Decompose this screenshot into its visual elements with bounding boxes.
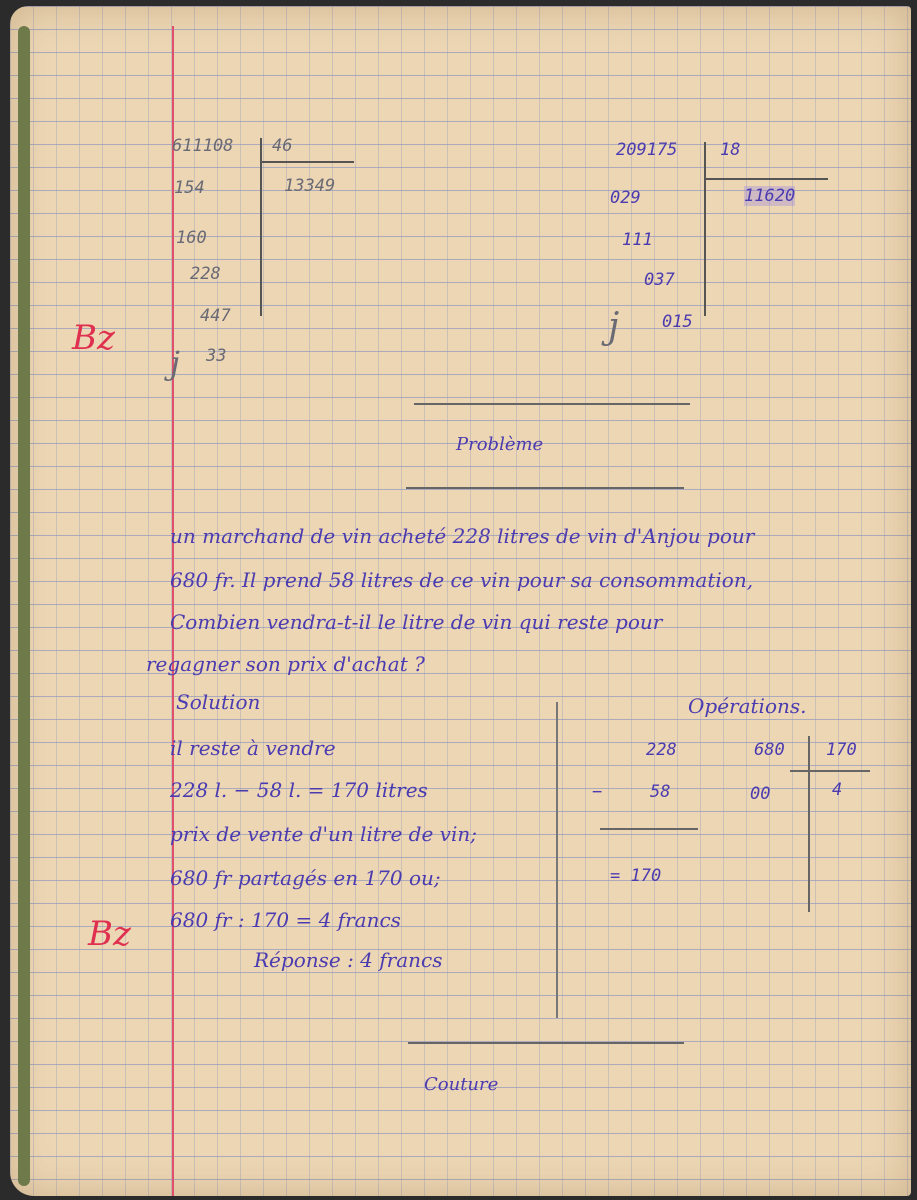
small-division-remainder: 00	[750, 784, 771, 804]
subtraction-line	[600, 828, 698, 830]
problem-line-3: Combien vendra-t-il le litre de vin qui reste pour	[170, 610, 663, 634]
separator-line-bottom	[406, 487, 684, 489]
solution-line-3: prix de vente d'un litre de vin;	[170, 822, 477, 846]
operations-divider	[556, 702, 558, 1018]
separator-line-top	[414, 403, 690, 405]
step-5: 33	[206, 346, 227, 366]
quotient: 11620	[744, 186, 796, 206]
step-3: 228	[190, 264, 221, 284]
division-bar-vertical	[260, 138, 262, 316]
problem-line-4: regagner son prix d'achat ?	[146, 652, 425, 676]
answer: Réponse : 4 francs	[254, 948, 443, 972]
step-2: 111	[622, 230, 653, 250]
remainder-mark: j	[608, 306, 620, 347]
division-bar-horizontal	[706, 178, 828, 180]
divisor: 46	[272, 136, 293, 156]
subtraction-result: = 170	[610, 866, 662, 886]
teacher-mark-1: Bz	[72, 318, 115, 358]
operations-heading: Opérations.	[688, 694, 807, 718]
remainder-mark: j	[170, 344, 180, 382]
notebook-binding	[18, 26, 30, 1186]
separator-line-couture	[408, 1042, 684, 1044]
step-1: 154	[174, 178, 205, 198]
step-3: 037	[644, 270, 675, 290]
dividend: 611108	[172, 136, 234, 156]
divisor: 18	[720, 140, 741, 160]
next-title: Couture	[424, 1074, 499, 1095]
division-bar-horizontal	[262, 161, 354, 163]
small-division-quotient: 4	[832, 780, 843, 800]
small-division-vertical	[808, 736, 810, 912]
solution-line-5: 680 fr : 170 = 4 francs	[170, 908, 401, 932]
subtraction-bottom: 58	[650, 782, 671, 802]
problem-line-2: 680 fr. Il prend 58 litres de ce vin pour sa consommation,	[170, 568, 754, 592]
small-division-dividend: 680	[754, 740, 785, 760]
quotient: 13349	[284, 176, 336, 196]
solution-heading: Solution	[176, 690, 261, 714]
teacher-mark-2: Bz	[88, 914, 131, 954]
division-bar-vertical	[704, 142, 706, 316]
step-1: 029	[610, 188, 641, 208]
step-2: 160	[176, 228, 207, 248]
small-division-divisor: 170	[826, 740, 857, 760]
step-4: 015	[662, 312, 693, 332]
dividend: 209175	[616, 140, 678, 160]
small-division-horizontal	[790, 770, 870, 772]
step-4: 447	[200, 306, 231, 326]
subtraction-top: 228	[646, 740, 677, 760]
solution-line-4: 680 fr partagés en 170 ou;	[170, 866, 441, 890]
subtraction-minus: −	[592, 782, 603, 802]
solution-line-1: il reste à vendre	[170, 736, 336, 760]
notebook-page	[10, 6, 911, 1196]
problem-title: Problème	[456, 434, 544, 455]
problem-line-1: un marchand de vin acheté 228 litres de vin d'Anjou pour	[170, 524, 755, 548]
solution-line-2: 228 l. − 58 l. = 170 litres	[170, 778, 428, 802]
